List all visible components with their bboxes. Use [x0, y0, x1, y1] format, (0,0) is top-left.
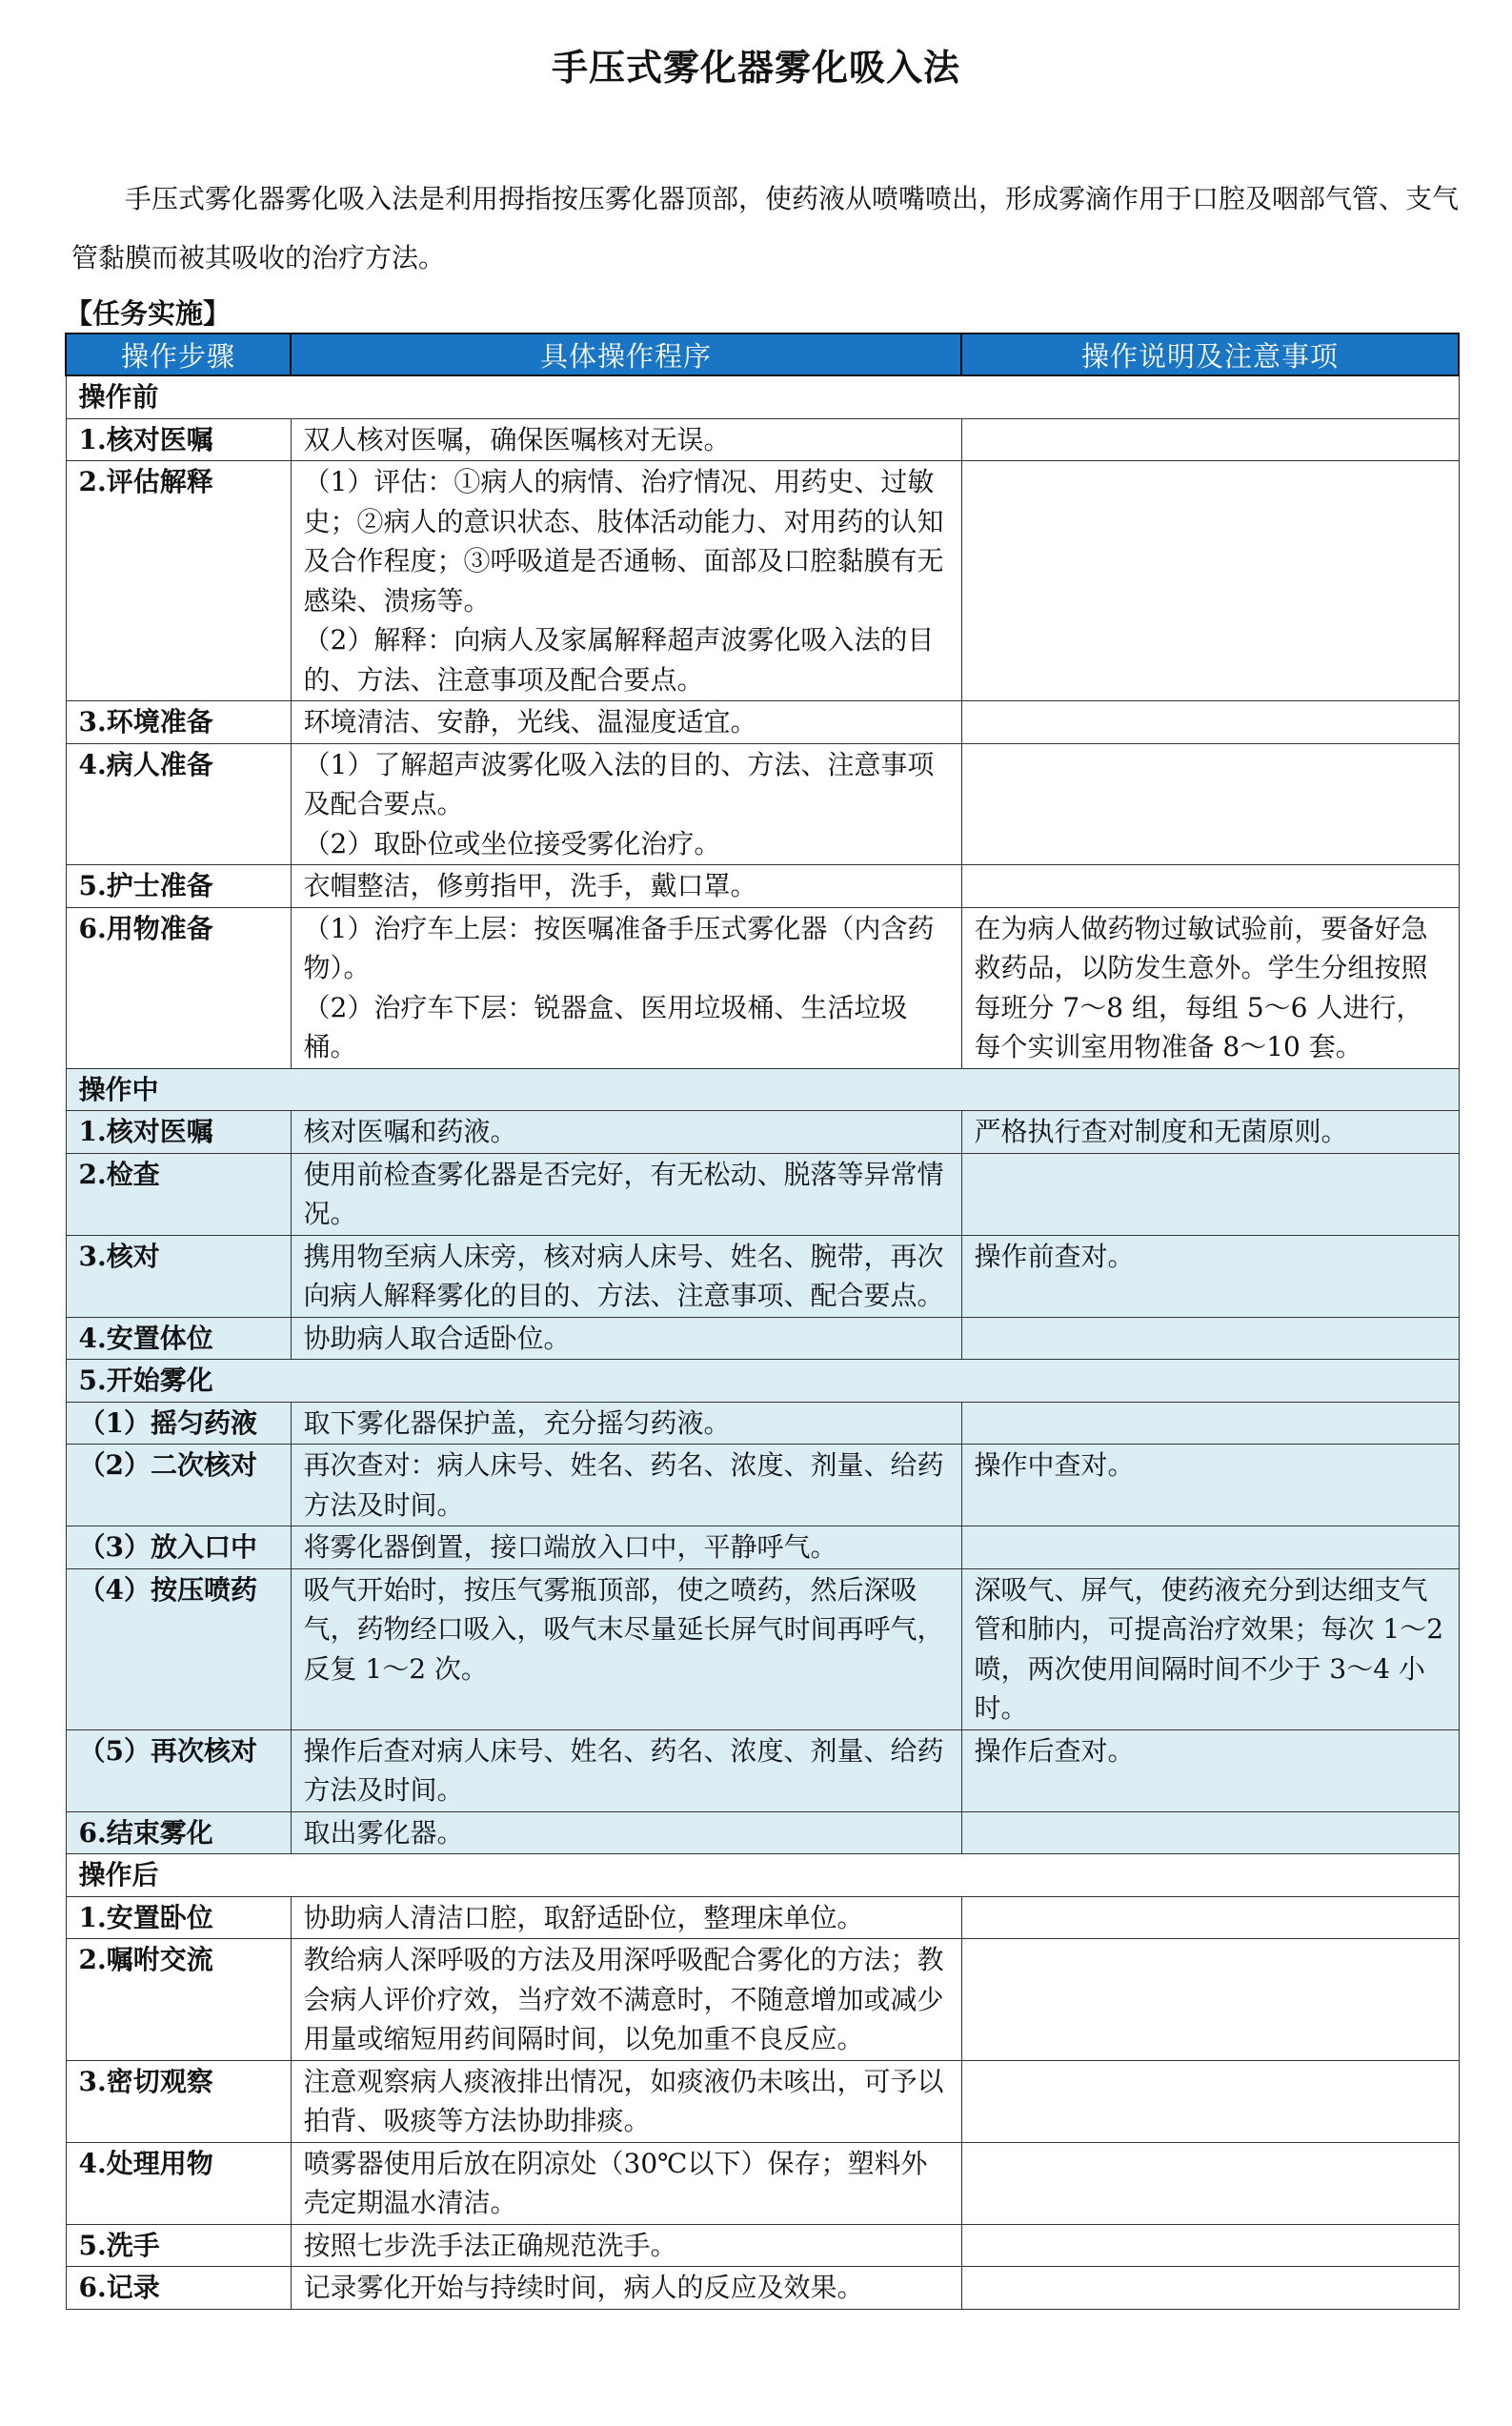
step-cell: 1.核对医嘱: [66, 418, 291, 461]
procedure-cell: [291, 701, 961, 744]
table-body: [66, 375, 1459, 2309]
header-step: 操作步骤: [66, 334, 291, 375]
step-cell: 4.处理用物: [66, 2142, 291, 2224]
procedure-line: 使用前检查雾化器是否完好，有无松动、脱落等异常情况。: [303, 1158, 944, 1229]
step-cell: 6.用物准备: [66, 907, 291, 1068]
phase-row: [66, 1854, 1459, 1897]
step-cell: 3.环境准备: [66, 701, 291, 744]
procedure-cell: [291, 1896, 961, 1939]
procedure-cell: [291, 2267, 961, 2310]
note-cell: [961, 1939, 1459, 2061]
intro-paragraph: 手压式雾化器雾化吸入法是利用拇指按压雾化器顶部，使药液从喷嘴喷出，形成雾滴作用于口腔及咽部气管、支气管黏膜而被其吸收的治疗方法。: [71, 183, 1460, 273]
procedure-table: [65, 333, 1460, 2310]
procedure-cell: [291, 418, 961, 461]
step-cell: 4.安置体位: [66, 1317, 291, 1360]
procedure-line: 核对医嘱和药液。: [303, 1116, 517, 1147]
procedure-cell: [291, 1568, 961, 1729]
section-label: 【任务实施】: [65, 297, 232, 330]
procedure-cell: [291, 1811, 961, 1854]
procedure-cell: [291, 743, 961, 865]
page-title: 手压式雾化器雾化吸入法: [551, 47, 960, 89]
procedure-cell: [291, 1729, 961, 1811]
note-cell: [961, 461, 1459, 701]
step-cell: （5）再次核对: [66, 1729, 291, 1811]
phase-label: 操作后: [66, 1854, 1459, 1897]
note-cell: 操作前查对。: [961, 1235, 1459, 1317]
step-cell: 6.结束雾化: [66, 1811, 291, 1854]
procedure-line: （2）治疗车下层：锐器盒、医用垃圾桶、生活垃圾桶。: [303, 991, 908, 1062]
step-cell: （3）放入口中: [66, 1526, 291, 1569]
table-row: [66, 461, 1459, 701]
table-row: [66, 2142, 1459, 2224]
procedure-line: （2）取卧位或坐位接受雾化治疗。: [303, 827, 721, 859]
phase-row: [66, 1068, 1459, 1111]
procedure-line: 吸气开始时，按压气雾瓶顶部，使之喷药，然后深吸气，药物经口吸入，吸气末尽量延长屏气时间再呼气，反复 1～2 次。: [303, 1573, 944, 1685]
step-cell: （1）摇匀药液: [66, 1402, 291, 1445]
note-cell: [961, 2060, 1459, 2142]
header-procedure: 具体操作程序: [291, 334, 961, 375]
procedure-line: 衣帽整洁，修剪指甲，洗手，戴口罩。: [303, 870, 757, 901]
procedure-cell: [291, 907, 961, 1068]
step-cell: （2）二次核对: [66, 1445, 291, 1526]
procedure-line: 协助病人清洁口腔，取舒适卧位，整理床单位。: [303, 1901, 864, 1933]
note-cell: [961, 1526, 1459, 1569]
step-cell: 5.洗手: [66, 2224, 291, 2267]
step-cell: （4）按压喷药: [66, 1568, 291, 1729]
phase-label: 操作前: [66, 375, 1459, 418]
note-cell: 操作后查对。: [961, 1729, 1459, 1811]
step-cell: 1.核对医嘱: [66, 1111, 291, 1154]
procedure-cell: [291, 1111, 961, 1154]
note-cell: 深吸气、屏气，使药液充分到达细支气管和肺内，可提高治疗效果；每次 1～2 喷，两次使用间隔时间不少于 3～4 小时。: [961, 1568, 1459, 1729]
procedure-cell: [291, 2060, 961, 2142]
table-row: [66, 2224, 1459, 2267]
note-cell: 操作中查对。: [961, 1445, 1459, 1526]
procedure-cell: [291, 1153, 961, 1235]
procedure-cell: [291, 865, 961, 908]
note-cell: [961, 2224, 1459, 2267]
phase-label: 操作中: [66, 1068, 1459, 1111]
note-cell: [961, 1896, 1459, 1939]
step-cell: 3.核对: [66, 1235, 291, 1317]
phase-row: [66, 375, 1459, 418]
note-cell: [961, 1811, 1459, 1854]
table-row: [66, 2060, 1459, 2142]
step-cell: 4.病人准备: [66, 743, 291, 865]
table-row: [66, 1729, 1459, 1811]
table-row: [66, 743, 1459, 865]
procedure-cell: [291, 1402, 961, 1445]
step-cell: 2.评估解释: [66, 461, 291, 701]
step-cell: 1.安置卧位: [66, 1896, 291, 1939]
table-row: [66, 1896, 1459, 1939]
procedure-line: 携用物至病人床旁，核对病人床号、姓名、腕带，再次向病人解释雾化的目的、方法、注意事项、配合要点。: [303, 1240, 944, 1311]
step-cell: 2.嘱咐交流: [66, 1939, 291, 2061]
table-row: [66, 907, 1459, 1068]
procedure-cell: [291, 2224, 961, 2267]
table-row: [66, 1235, 1459, 1317]
note-cell: 在为病人做药物过敏试验前，要备好急救药品，以防发生意外。学生分组按照每班分 7～8 组，每组 5～6 人进行，每个实训室用物准备 8～10 套。: [961, 907, 1459, 1068]
table-row: [66, 1402, 1459, 1445]
table-row: [66, 1111, 1459, 1154]
procedure-line: （1）治疗车上层：按医嘱准备手压式雾化器（内含药物）。: [303, 912, 935, 983]
table-row: [66, 1360, 1459, 1403]
table-row: [66, 1445, 1459, 1526]
procedure-line: 将雾化器倒置，接口端放入口中，平静呼气。: [303, 1531, 837, 1563]
procedure-line: 按照七步洗手法正确规范洗手。: [303, 2229, 677, 2261]
note-cell: 严格执行查对制度和无菌原则。: [961, 1111, 1459, 1154]
table-row: [66, 2267, 1459, 2310]
procedure-cell: [291, 1235, 961, 1317]
table-row: [66, 418, 1459, 461]
step-cell: 3.密切观察: [66, 2060, 291, 2142]
procedure-cell: [291, 2142, 961, 2224]
table-row: [66, 1153, 1459, 1235]
note-cell: [961, 865, 1459, 908]
procedure-line: 记录雾化开始与持续时间，病人的反应及效果。: [303, 2272, 864, 2303]
procedure-line: 再次查对：病人床号、姓名、药名、浓度、剂量、给药方法及时间。: [303, 1449, 944, 1521]
table-row: [66, 1568, 1459, 1729]
procedure-line: 注意观察病人痰液排出情况，如痰液仍未咳出，可予以拍背、吸痰等方法协助排痰。: [303, 2065, 944, 2136]
note-cell: [961, 418, 1459, 461]
procedure-line: 双人核对医嘱，确保医嘱核对无误。: [303, 423, 731, 455]
table-header-row: [66, 334, 1459, 375]
note-cell: [961, 1153, 1459, 1235]
procedure-line: 取下雾化器保护盖，充分摇匀药液。: [303, 1406, 731, 1439]
procedure-cell: [291, 1939, 961, 2061]
table-row: [66, 1526, 1459, 1569]
note-cell: [961, 743, 1459, 865]
procedure-cell: [291, 1445, 961, 1526]
procedure-line: 喷雾器使用后放在阴凉处（30℃以下）保存；塑料外壳定期温水清洁。: [303, 2147, 928, 2218]
procedure-line: 教给病人深呼吸的方法及用深呼吸配合雾化的方法；教会病人评价疗效，当疗效不满意时，不随意增加或减少用量或缩短用药间隔时间，以免加重不良反应。: [303, 1944, 944, 2054]
procedure-line: 取出雾化器。: [303, 1816, 464, 1849]
note-cell: [961, 1317, 1459, 1360]
note-cell: [961, 701, 1459, 744]
procedure-cell: [291, 1317, 961, 1360]
header-notes: 操作说明及注意事项: [961, 334, 1459, 375]
step-cell: 5.开始雾化: [66, 1360, 1459, 1403]
procedure-cell: [291, 1526, 961, 1569]
table-row: [66, 1317, 1459, 1360]
note-cell: [961, 2267, 1459, 2310]
table-row: [66, 865, 1459, 908]
step-cell: 2.检查: [66, 1153, 291, 1235]
note-cell: [961, 2142, 1459, 2224]
procedure-line: 协助病人取合适卧位。: [303, 1322, 571, 1354]
table-row: [66, 1939, 1459, 2061]
table-row: [66, 1811, 1459, 1854]
procedure-line: 环境清洁、安静，光线、温湿度适宜。: [303, 706, 757, 738]
step-cell: 6.记录: [66, 2267, 291, 2310]
note-cell: [961, 1402, 1459, 1445]
procedure-cell: [291, 461, 961, 701]
procedure-line: （2）解释：向病人及家属解释超声波雾化吸入法的目的、方法、注意事项及配合要点。: [303, 624, 935, 696]
procedure-line: （1）了解超声波雾化吸入法的目的、方法、注意事项及配合要点。: [303, 748, 935, 819]
step-cell: 5.护士准备: [66, 865, 291, 908]
procedure-line: 操作后查对病人床号、姓名、药名、浓度、剂量、给药方法及时间。: [303, 1734, 944, 1806]
procedure-line: （1）评估：①病人的病情、治疗情况、用药史、过敏史；②病人的意识状态、肢体活动能力、对用药的认知及合作程度；③呼吸道是否通畅、面部及口腔黏膜有无感染、溃疡等。: [303, 466, 944, 617]
table-row: [66, 701, 1459, 744]
